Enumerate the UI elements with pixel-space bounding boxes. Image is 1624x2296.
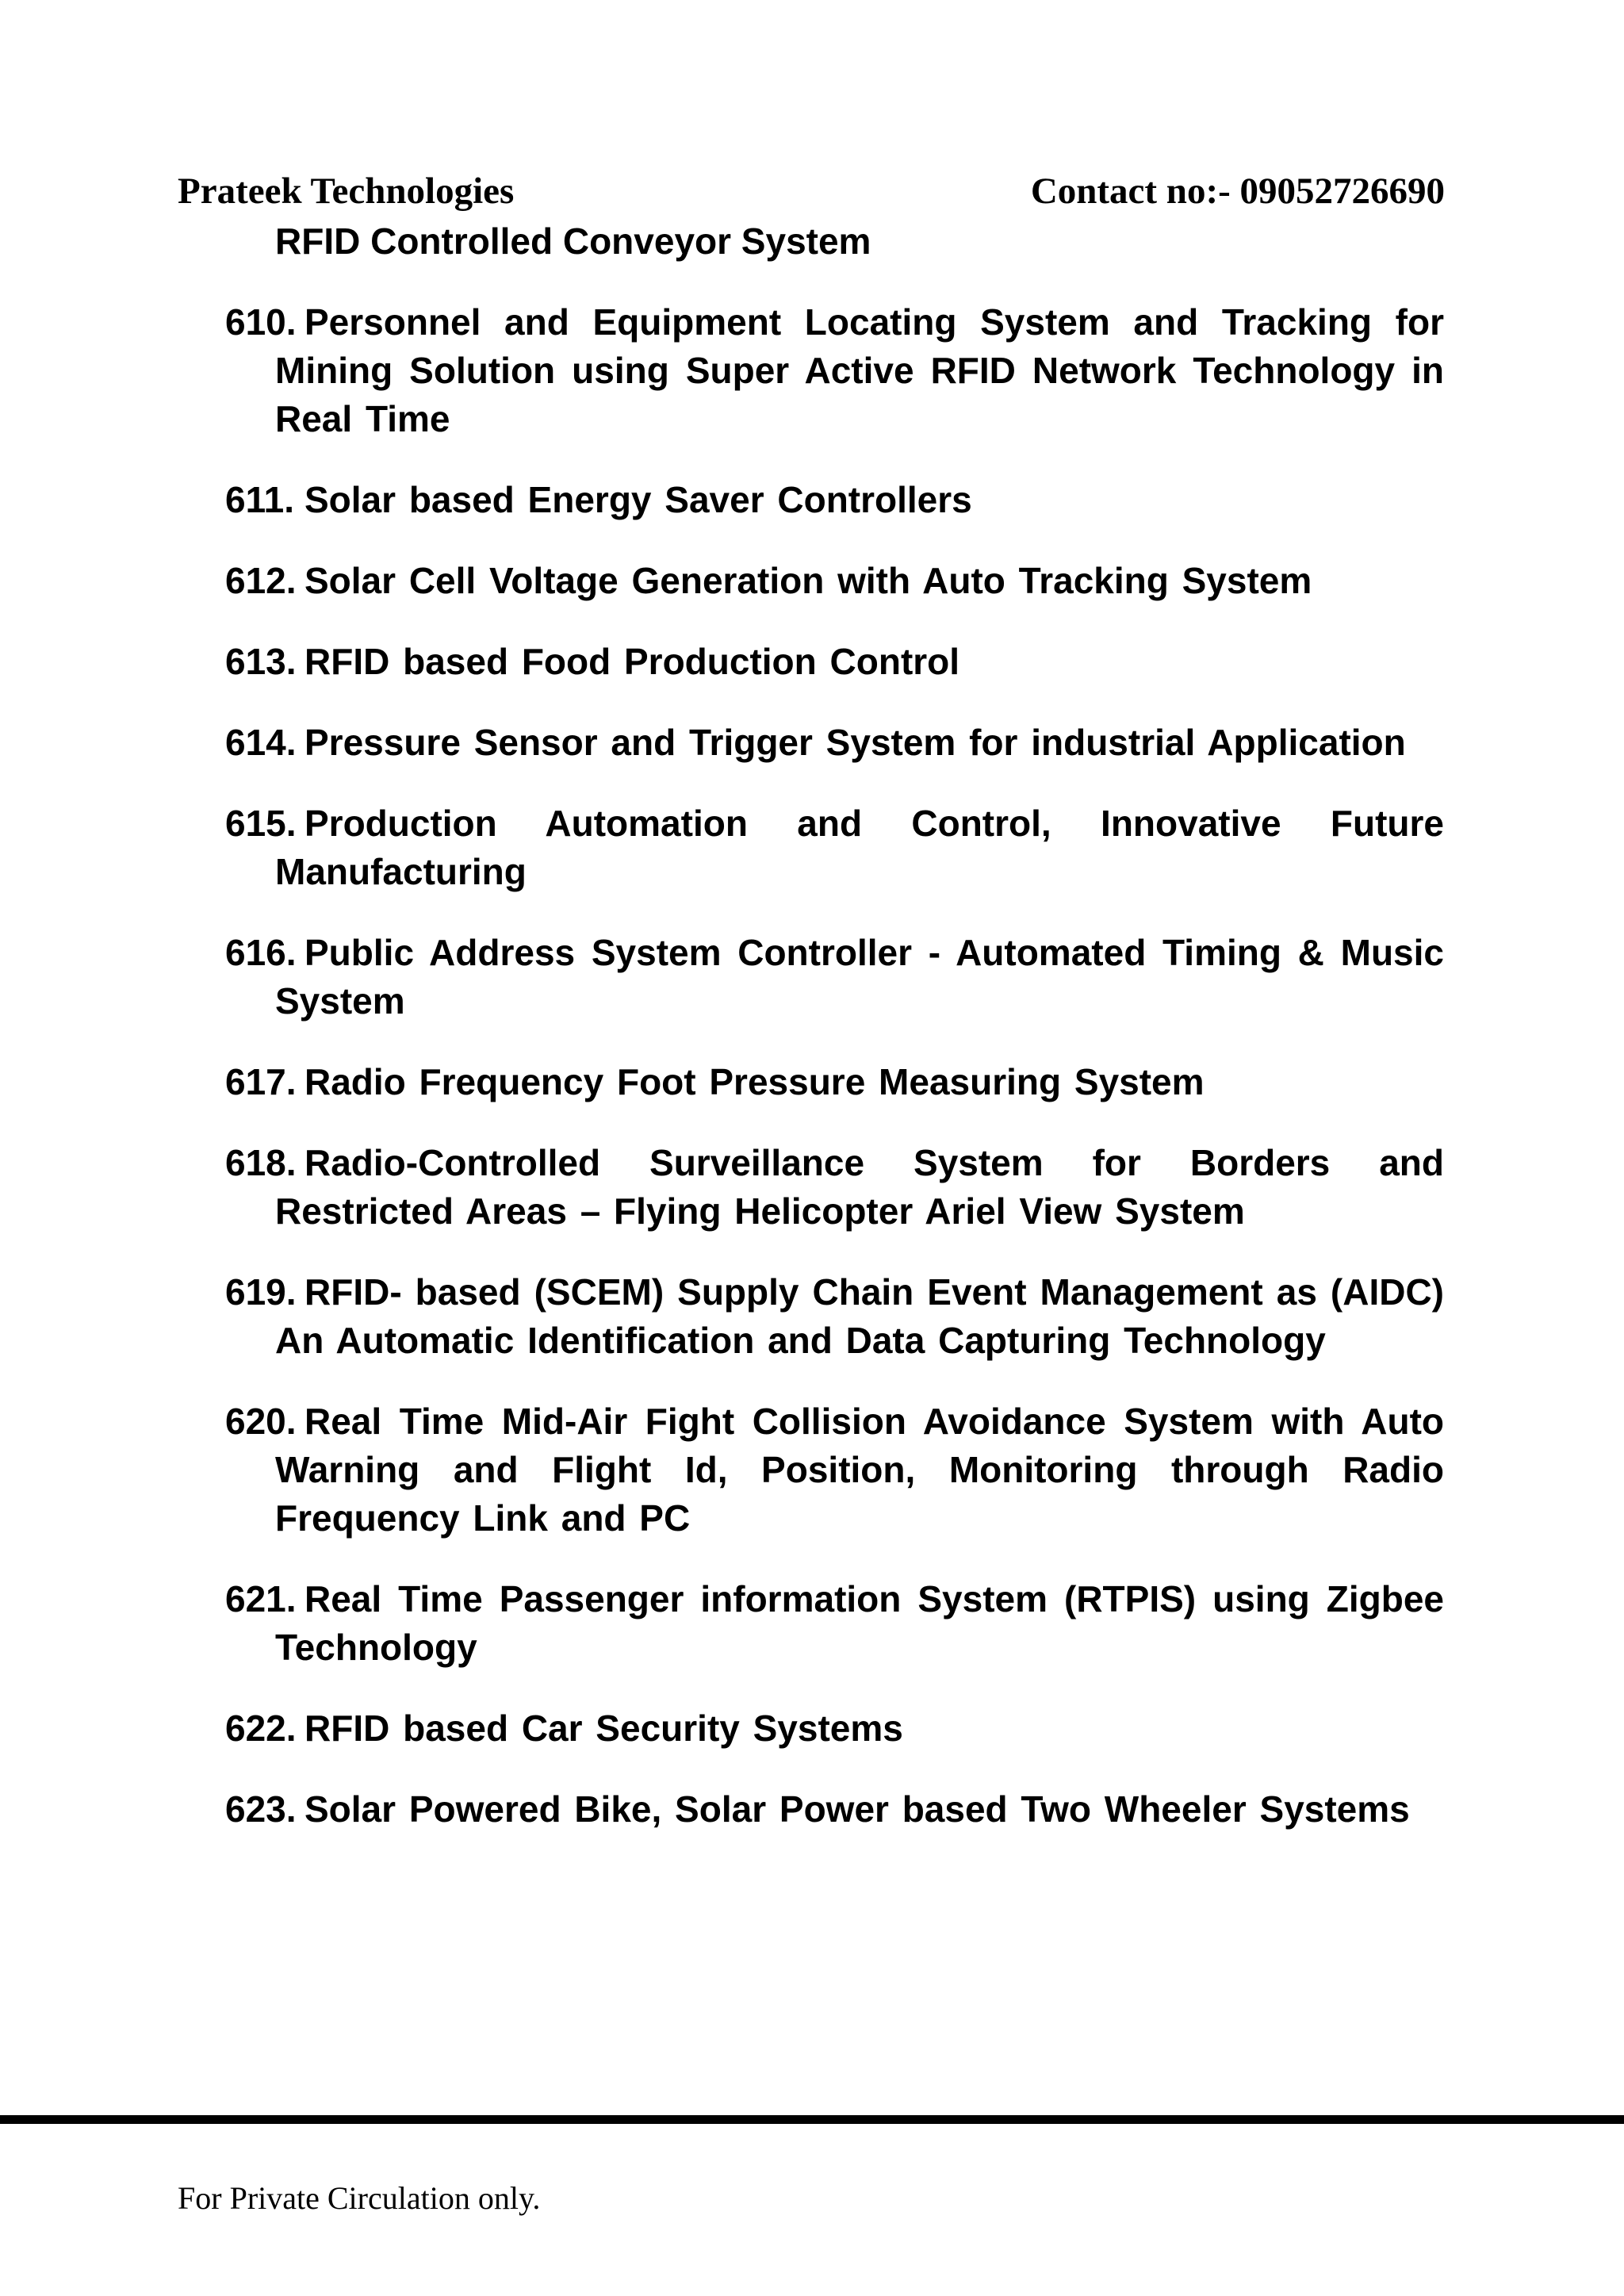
item-text: RFID based Food Production Control <box>304 641 960 682</box>
item-number: 611. <box>225 479 294 520</box>
item-number: 622. <box>225 1708 297 1749</box>
list-item <box>225 929 1444 1025</box>
item-text: Public Address System Controller - Automated Timing & Music System <box>275 932 1444 1022</box>
list-item <box>225 799 1444 896</box>
item-text: Solar Cell Voltage Generation with Auto Tracking System <box>304 560 1312 601</box>
item-text: Personnel and Equipment Locating System and Tracking for Mining Solution using Super Active RFID Network Technology in Real Time <box>275 301 1444 439</box>
item-text: Real Time Mid-Air Fight Collision Avoidance System with Auto Warning and Flight Id, Position, Monitoring through Radio Frequency Link and PC <box>275 1401 1444 1539</box>
header-contact: Contact no:- 09052726690 <box>1030 171 1445 212</box>
item-number: 616. <box>225 932 297 973</box>
item-text: RFID based Car Security Systems <box>304 1708 903 1749</box>
item-number: 617. <box>225 1061 297 1102</box>
list-item <box>225 1704 1444 1753</box>
item-text: Solar based Energy Saver Controllers <box>304 479 972 520</box>
list-item <box>225 298 1444 443</box>
continued-item-text: RFID Controlled Conveyor System <box>275 220 871 262</box>
item-number: 623. <box>225 1788 297 1830</box>
list-item <box>225 1268 1444 1365</box>
list-item <box>225 557 1444 605</box>
list-item <box>225 719 1444 767</box>
project-list <box>225 217 1444 1866</box>
header-company: Prateek Technologies <box>178 171 515 212</box>
item-number: 620. <box>225 1401 297 1442</box>
item-text: Radio-Controlled Surveillance System for Borders and Restricted Areas – Flying Helicopter Ariel View System <box>275 1142 1444 1232</box>
footer-divider <box>0 2115 1624 2124</box>
item-text: RFID- based (SCEM) Supply Chain Event Management as (AIDC) An Automatic Identification and Data Capturing Technology <box>275 1271 1444 1361</box>
list-item <box>225 1575 1444 1672</box>
item-number: 612. <box>225 560 297 601</box>
item-number: 618. <box>225 1142 297 1183</box>
list-item <box>225 1785 1444 1834</box>
footer-note: For Private Circulation only. <box>178 2180 541 2216</box>
item-number: 615. <box>225 803 297 844</box>
item-text: Solar Powered Bike, Solar Power based Two Wheeler Systems <box>304 1788 1410 1830</box>
item-number: 613. <box>225 641 297 682</box>
list-item <box>225 476 1444 524</box>
item-text: Real Time Passenger information System (RTPIS) using Zigbee Technology <box>275 1578 1444 1668</box>
item-number: 610. <box>225 301 297 343</box>
list-item <box>225 1139 1444 1236</box>
list-item <box>225 638 1444 686</box>
item-number: 621. <box>225 1578 297 1619</box>
list-item <box>225 1058 1444 1106</box>
item-text: Production Automation and Control, Innovative Future Manufacturing <box>275 803 1444 892</box>
list-item <box>225 1397 1444 1543</box>
item-number: 619. <box>225 1271 297 1313</box>
item-text: Radio Frequency Foot Pressure Measuring System <box>304 1061 1205 1102</box>
item-text: Pressure Sensor and Trigger System for industrial Application <box>304 722 1406 763</box>
item-number: 614. <box>225 722 297 763</box>
